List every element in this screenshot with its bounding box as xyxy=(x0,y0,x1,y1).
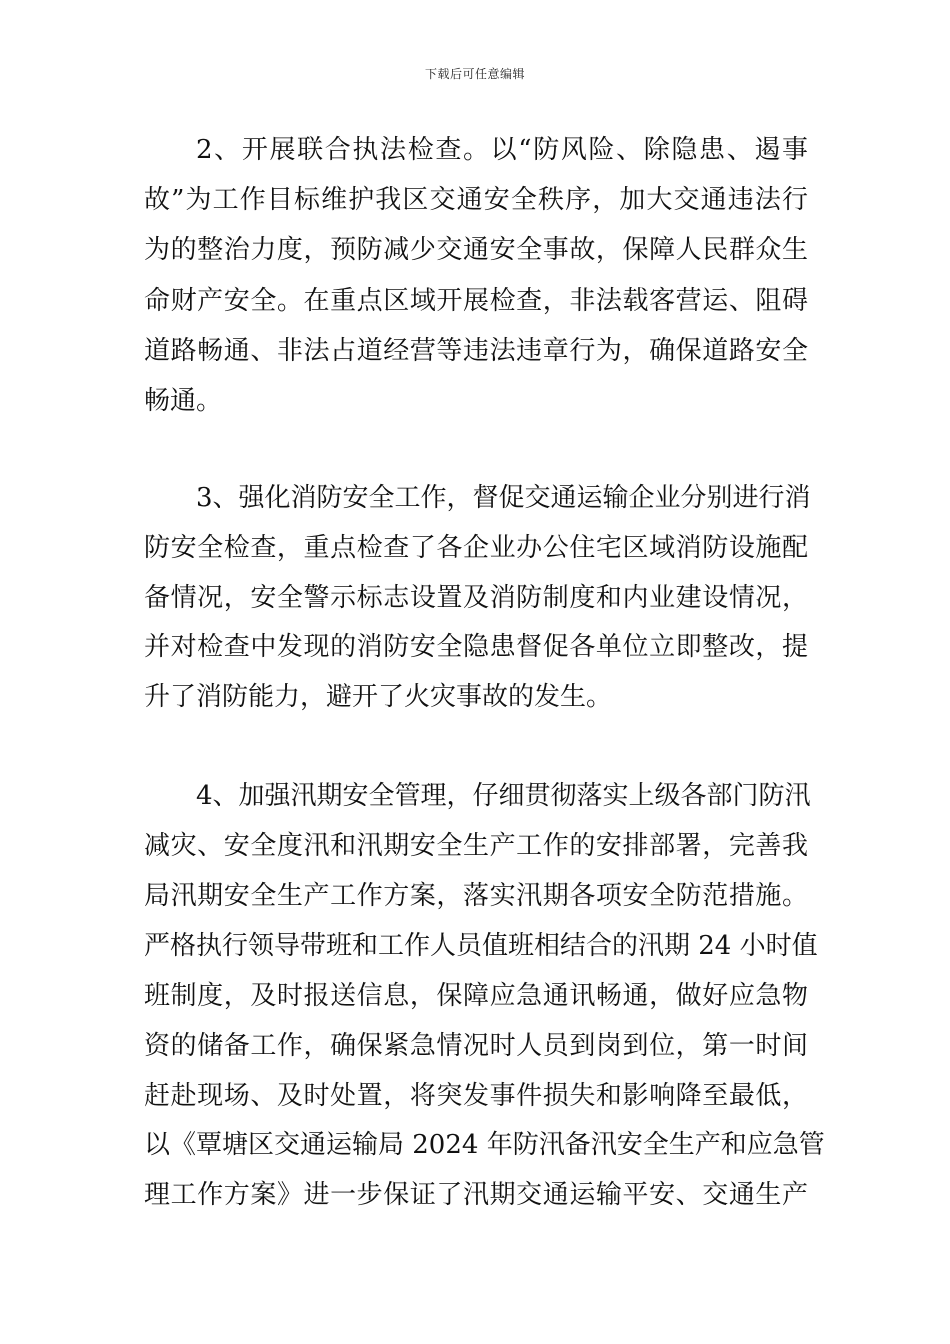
paragraph-4-line-5: 班制度，及时报送信息，保障应急通讯畅通，做好应急物 xyxy=(144,981,808,1011)
paragraph-2-line-1: 2、开展联合执法检查。以“防风险、除隐患、遏事 xyxy=(196,135,808,165)
paragraph-2-line-3: 为的整治力度，预防减少交通安全事故，保障人民群众生 xyxy=(144,235,808,265)
paragraph-4-line-4: 严格执行领导带班和工作人员值班相结合的汛期 24 小时值 xyxy=(144,931,818,961)
paragraph-4-line-2: 减灾、安全度汛和汛期安全生产工作的安排部署，完善我 xyxy=(144,831,808,861)
paragraph-3-line-2: 防安全检查，重点检查了各企业办公住宅区域消防设施配 xyxy=(144,533,808,563)
paragraph-4-line-6: 资的储备工作，确保紧急情况时人员到岗到位，第一时间 xyxy=(144,1031,808,1061)
paragraph-2-line-5: 道路畅通、非法占道经营等违法违章行为，确保道路安全 xyxy=(144,336,808,366)
paragraph-2-line-4: 命财产安全。在重点区域开展检查，非法载客营运、阻碍 xyxy=(144,286,808,316)
paragraph-4-line-3: 局汛期安全生产工作方案，落实汛期各项安全防范措施。 xyxy=(144,881,808,911)
paragraph-3-line-4: 并对检查中发现的消防安全隐患督促各单位立即整改，提 xyxy=(144,632,808,662)
paragraph-4-line-7: 赶赴现场、及时处置，将突发事件损失和影响降至最低， xyxy=(144,1081,808,1111)
paragraph-3-line-5: 升了消防能力，避开了火灾事故的发生。 xyxy=(144,682,613,712)
paragraph-2-line-6: 畅通。 xyxy=(144,386,223,416)
paragraph-4-line-8: 以《覃塘区交通运输局 2024 年防汛备汛安全生产和应急管 xyxy=(144,1130,825,1160)
paragraph-3-line-1: 3、强化消防安全工作，督促交通运输企业分别进行消 xyxy=(196,483,811,513)
paragraph-4-line-1: 4、加强汛期安全管理，仔细贯彻落实上级各部门防汛 xyxy=(196,781,811,811)
paragraph-3-line-3: 备情况，安全警示标志设置及消防制度和内业建设情况， xyxy=(144,583,808,613)
paragraph-2-line-2: 故”为工作目标维护我区交通安全秩序，加大交通违法行 xyxy=(144,185,808,215)
paragraph-4-line-9: 理工作方案》进一步保证了汛期交通运输平安、交通生产 xyxy=(144,1180,808,1210)
header-note: 下载后可任意编辑 xyxy=(424,67,525,81)
